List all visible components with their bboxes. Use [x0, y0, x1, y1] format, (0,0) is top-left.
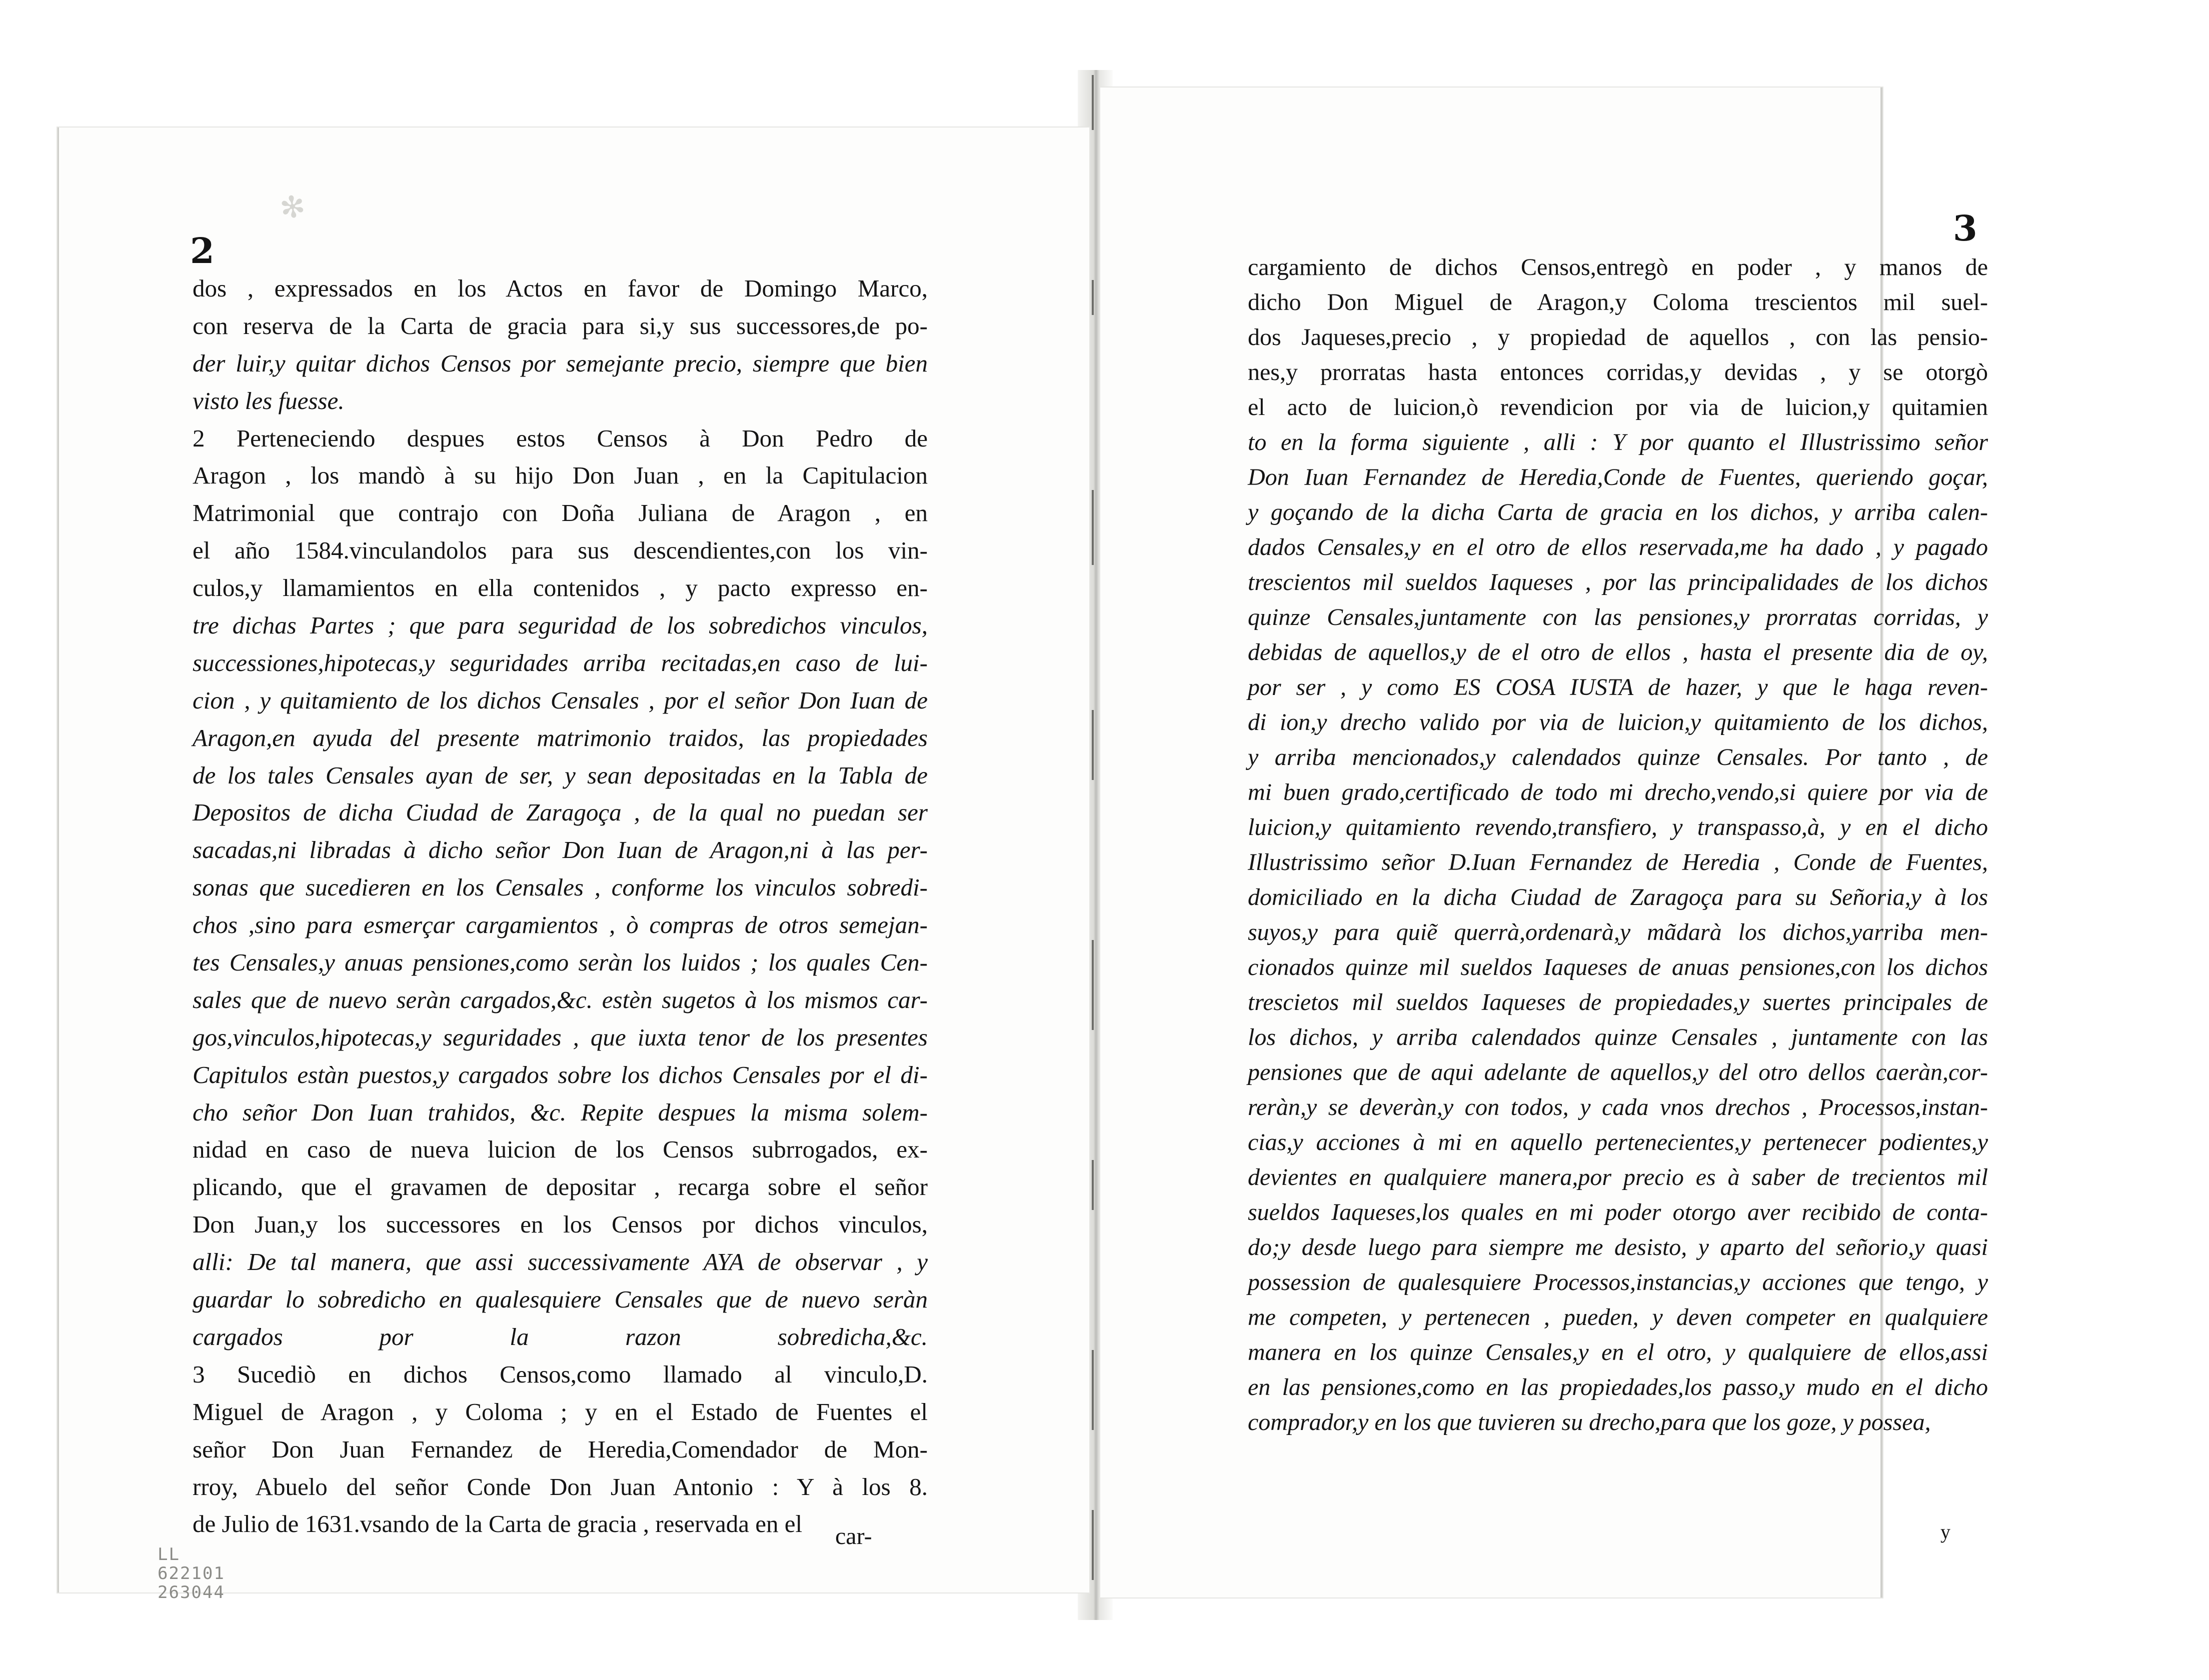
text-line: plicando, que el gravamen de depositar , recarga sobre el señor [193, 1173, 928, 1201]
gutter-mark [1092, 75, 1094, 130]
text-line: possession de qualesquiere Processos,instancias,y acciones que tengo, y [1248, 1269, 1988, 1296]
text-line: der luir,y quitar dichos Censos por semejante precio, siempre que bien [193, 349, 928, 377]
text-line: suyos,y para quiẽ querrà,ordenarà,y mãdarà los dichos,yarriba men- [1248, 919, 1988, 946]
text-line: Aragon,en ayuda del presente matrimonio traidos, las propiedades [193, 724, 928, 752]
text-line: tre dichas Partes ; que para seguridad de los sobredichos vinculos, [193, 612, 928, 640]
text-line: el acto de luicion,ò revendicion por via de luicion,y quitamien [1248, 394, 1988, 420]
left-page-text [193, 270, 928, 1543]
text-line: di ion,y drecho valido por via de luicion,y quitamiento de los dichos, [1248, 709, 1988, 736]
right-page-text [1248, 250, 1988, 1440]
text-line: dos , expressados en los Actos en favor de Domingo Marco, [193, 274, 928, 302]
text-line: dicho Don Miguel de Aragon,y Coloma trescientos mil suel- [1248, 289, 1988, 316]
folio-number-left: 2 [190, 230, 215, 272]
text-line: me competen, y pertenecen , pueden, y deven competer en qualquiere [1248, 1304, 1988, 1330]
text-line: debidas de aquellos,y de el otro de ellos , hasta el presente dia de oy, [1248, 639, 1988, 666]
text-line: rroy, Abuelo del señor Conde Don Juan Antonio : Y à los 8. [193, 1472, 928, 1500]
text-line: to en la forma siguiente , alli : Y por quanto el Illustrissimo señor [1248, 429, 1988, 456]
text-line: gos,vinculos,hipotecas,y seguridades , que iuxta tenor de los presentes [193, 1023, 928, 1051]
text-line: 3 Sucediò en dichos Censos,como llamado al vinculo,D. [193, 1360, 928, 1388]
shelfmark-line: 622101 [158, 1564, 225, 1584]
text-line: reràn,y se deveràn,y con todos, y cada vnos drechos , Processos,instan- [1248, 1094, 1988, 1120]
text-line: visto les fuesse. [193, 386, 345, 414]
gutter-mark [1092, 710, 1094, 780]
text-line: con reserva de la Carta de gracia para si,y sus successores,de po- [193, 312, 928, 340]
text-line: nes,y prorratas hasta entonces corridas,y devidas , y se otorgò [1248, 359, 1988, 386]
text-line: successiones,hipotecas,y seguridades arriba recitadas,en caso de lui- [193, 648, 928, 676]
text-line: domiciliado en la dicha Ciudad de Zaragoça para su Señoria,y à los [1248, 884, 1988, 910]
text-line: 2 Perteneciendo despues estos Censos à Don Pedro de [193, 424, 928, 452]
text-line: mi buen grado,certificado de todo mi drecho,vendo,si quiere por via de [1248, 779, 1988, 806]
gutter-mark [1092, 1160, 1094, 1210]
text-line: sacadas,ni libradas à dicho señor Don Iuan de Aragon,ni à las per- [193, 836, 928, 864]
handwritten-shelfmark [158, 1545, 225, 1602]
text-line: chos ,sino para esmerçar cargamientos , ò compras de otros semejan- [193, 911, 928, 939]
text-line: cias,y acciones à mi en aquello pertenecientes,y pertenecer podientes,y [1248, 1129, 1988, 1156]
text-line: dados Censales,y en el otro de ellos reservada,me ha dado , y pagado [1248, 534, 1988, 560]
text-line: Illustrissimo señor D.Iuan Fernandez de Heredia , Conde de Fuentes, [1248, 849, 1988, 876]
text-line: tes Censales,y anuas pensiones,como seràn los luidos ; los quales Cen- [193, 948, 928, 976]
folio-number-right: 3 [1953, 208, 1977, 249]
text-line: trescientos mil sueldos Iaqueses , por las principalidades de los dichos [1248, 569, 1988, 596]
text-line: manera en los quinze Censales,y en el otro, y qualquiere de ellos,assi [1248, 1339, 1988, 1366]
text-line: Miguel de Aragon , y Coloma ; y en el Estado de Fuentes el [193, 1398, 928, 1426]
text-line: nidad en caso de nueva luicion de los Censos subrrogados, ex- [193, 1136, 928, 1164]
text-line: devientes en qualquiere manera,por precio es à saber de trecientos mil [1248, 1164, 1988, 1190]
text-line: guardar lo sobredicho en qualesquiere Censales que de nuevo seràn [193, 1286, 928, 1314]
gutter-mark [1092, 1510, 1094, 1580]
text-line: do;y desde luego para siempre me desisto, y aparto del señorio,y quasi [1248, 1234, 1988, 1260]
gutter-mark [1092, 1350, 1094, 1430]
text-line: por ser , y como ES COSA IUSTA de hazer, y que le haga reven- [1248, 674, 1988, 700]
text-line: de Julio de 1631.vsando de la Carta de gracia , reservada en el [193, 1510, 803, 1538]
text-line: cargados por la razon sobredicha,&c. [193, 1322, 928, 1350]
text-line: trescietos mil sueldos Iaqueses de propiedades,y suertes principales de [1248, 989, 1988, 1016]
text-line: Don Juan,y los successores en los Censos por dichos vinculos, [193, 1210, 928, 1238]
text-line: cargamiento de dichos Censos,entregò en poder , y manos de [1248, 254, 1988, 280]
text-line: los dichos, y arriba calendados quinze Censales , juntamente con las [1248, 1024, 1988, 1050]
text-line: Don Iuan Fernandez de Heredia,Conde de Fuentes, queriendo goçar, [1248, 464, 1988, 490]
text-line: cion , y quitamiento de los dichos Censales , por el señor Don Iuan de [193, 686, 928, 714]
text-line: comprador,y en los que tuvieren su drecho,para que los goze, y possea, [1248, 1409, 1931, 1436]
text-line: culos,y llamamientos en ella contenidos , y pacto expresso en- [193, 574, 928, 602]
gutter-mark [1092, 940, 1094, 1030]
text-line: sales que de nuevo seràn cargados,&c. estèn sugetos à los mismos car- [193, 986, 928, 1014]
text-line: cionados quinze mil sueldos Iaqueses de anuas pensiones,con los dichos [1248, 954, 1988, 980]
text-line: sueldos Iaqueses,los quales en mi poder otorgo aver recibido de conta- [1248, 1199, 1988, 1226]
text-line: alli: De tal manera, que assi successivamente AYA de observar , y [193, 1248, 928, 1276]
shelfmark-line: 263044 [158, 1582, 225, 1602]
text-line: pensiones que de aqui adelante de aquellos,y del otro dellos caeràn,cor- [1248, 1059, 1988, 1086]
text-line: el año 1584.vinculandolos para sus descendientes,con los vin- [193, 536, 928, 564]
text-line: Capitulos estàn puestos,y cargados sobre los dichos Censales por el di- [193, 1060, 928, 1088]
gutter-mark [1092, 490, 1094, 565]
text-line: quinze Censales,juntamente con las pensiones,y prorratas corridas, y [1248, 604, 1988, 630]
text-line: Matrimonial que contrajo con Doña Juliana de Aragon , en [193, 499, 928, 527]
text-line: y goçando de la dicha Carta de gracia en los dichos, y arriba calen- [1248, 499, 1988, 526]
show-through-mark: ✻ [278, 189, 308, 226]
catchword-right: y [1940, 1520, 1950, 1543]
gutter-mark [1092, 280, 1094, 315]
text-line: Aragon , los mandò à su hijo Don Juan , en la Capitulacion [193, 462, 928, 490]
catchword-left: car- [835, 1523, 872, 1550]
shelfmark-line: LL [158, 1544, 180, 1564]
text-line: sonas que sucedieren en los Censales , conforme los vinculos sobredi- [193, 874, 928, 902]
text-line: y arriba mencionados,y calendados quinze Censales. Por tanto , de [1248, 744, 1988, 770]
text-line: Depositos de dicha Ciudad de Zaragoça , de la qual no puedan ser [193, 798, 928, 826]
text-line: dos Jaqueses,precio , y propiedad de aquellos , con las pensio- [1248, 324, 1988, 350]
text-line: en las pensiones,como en las propiedades,los passo,y mudo en el dicho [1248, 1374, 1988, 1400]
text-line: luicion,y quitamiento revendo,transfiero, y transpasso,à, y en el dicho [1248, 814, 1988, 840]
text-line: cho señor Don Iuan trahidos, &c. Repite despues la misma solem- [193, 1098, 928, 1126]
text-line: señor Don Juan Fernandez de Heredia,Comendador de Mon- [193, 1435, 928, 1463]
text-line: de los tales Censales ayan de ser, y sean depositadas en la Tabla de [193, 761, 928, 789]
